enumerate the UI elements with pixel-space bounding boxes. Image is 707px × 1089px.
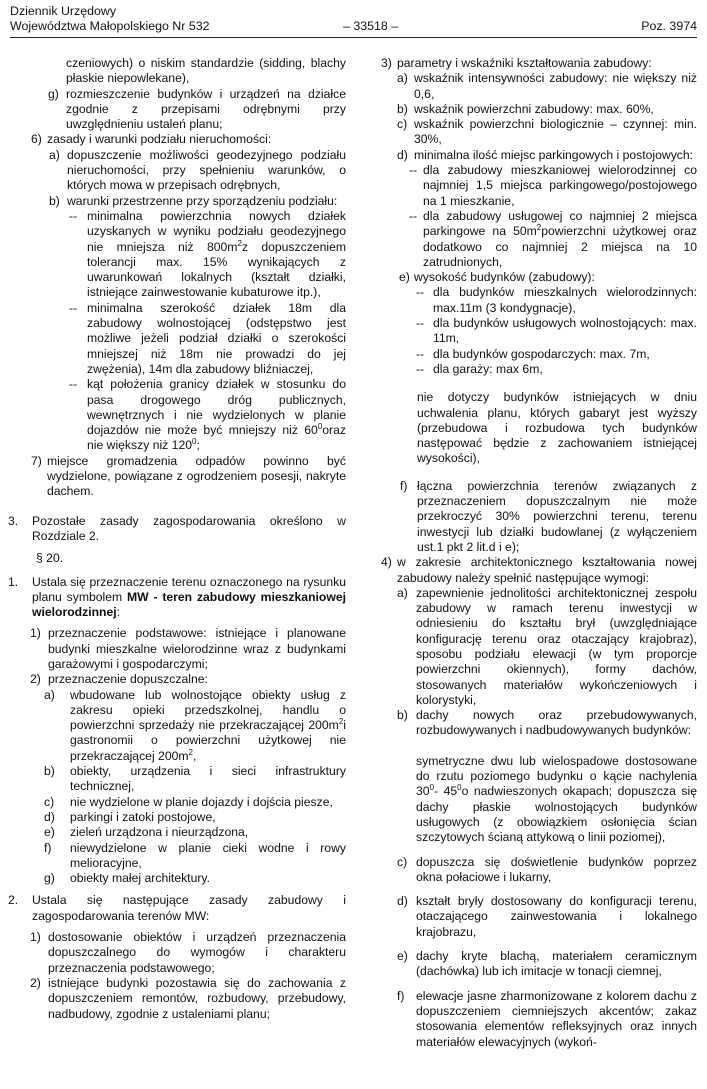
parking-residential — [381, 163, 697, 209]
point-6 — [8, 132, 346, 147]
item-text: Ustala się następujące zasady zabudowy i zagospodarowania terenów MW: — [32, 893, 346, 923]
dash-mark: -- — [409, 208, 418, 223]
item-label: c) — [44, 794, 55, 809]
item-label: 1) — [30, 930, 41, 945]
architecture-d — [381, 894, 697, 940]
dash-mark: -- — [416, 285, 425, 300]
dash-mark: -- — [416, 346, 425, 361]
item-text: dopuszczenie możliwości geodezyjnego podziału nieruchomości, przy spełnieniu warunków, o których mowa w przepisach odrębnych, — [67, 147, 346, 193]
item-label: a) — [44, 687, 55, 702]
item-text: dachy nowych oraz przebudowywanych, rozbudowywanych i nadbudowywanych budynków: — [416, 708, 697, 738]
paragraph-3 — [8, 514, 346, 545]
point-3d — [381, 148, 697, 163]
parking-services: -- dla zabudowy usługowej co najmniej 2 miejsca parkingowe na $50m^2powierzchni$ użytkowej oraz dodatkowo co najmniej 2 miejsca na 10 zatrudnionych, — [409, 208, 697, 269]
architecture-e — [381, 949, 697, 980]
height-exception-note: nie dotyczy budynków istniejących w dniu uchwalenia planu, których gabaryt jest wyższy (przebudowa i rozbudowa tych budynków następować będzie z zachowaniem istniejącej wysokości), — [417, 390, 697, 466]
item-label: e) — [399, 270, 410, 285]
item-label: 2) — [30, 672, 41, 687]
item-label: 4) — [381, 555, 392, 570]
dash-item-angle: -- kąt położenia granicy działek w stosunku do pasa drogowego dróg publicznych, wewnętrznych i nie wydzielonych w planie dojazdów nie może być mniejszy niż $60^0oraz$ nie większy niż $120^0$; — [69, 377, 346, 453]
architecture-a — [381, 586, 697, 708]
item-text: dachy kryte blachą, materiałem ceramicznym (dachówka) lub ich imitacje w tonacji ciemnej, — [416, 949, 697, 979]
item-text: dla budynków gospodarczych: max. 7m, — [433, 346, 650, 361]
point-6b — [8, 194, 346, 209]
item-text: zieleń urządzona i nieurządzona, — [70, 825, 249, 840]
item-f-continuation: czeniowych) o niskim standardzie (sidding, blachy płaskie niepowlekane), — [66, 56, 346, 86]
item-g — [8, 87, 346, 133]
item-label: b) — [397, 708, 408, 723]
point-3e — [381, 270, 697, 285]
item-text: wskaźnik intensywności zabudowy: nie większy niż 0,6, — [414, 71, 697, 101]
item-text: łączna powierzchnia terenów związanych z przeznaczeniem dopuszczalnym nie może przekroczyć 30% powierzchni terenu, terenu inwestycji lub działki budowlanej (z wyłączeniem ust.1 pkt 2 lit.d i e); — [417, 478, 697, 554]
item-text: parametry i wskaźniki kształtowania zabudowy: — [397, 56, 652, 70]
architecture-b — [381, 708, 697, 739]
permitted-c — [8, 795, 346, 810]
paragraph-1: 1. Ustala się przeznaczenie terenu oznaczonego na rysunku planu symbolem MW - teren zabudowy mieszkaniowej wielorodzinnej: — [8, 574, 346, 620]
rule-1 — [8, 930, 346, 976]
item-label: c) — [397, 854, 408, 869]
point-4 — [381, 555, 697, 586]
dash-mark: -- — [69, 208, 78, 223]
item-text: zasady i warunki podziału nieruchomości: — [47, 132, 272, 147]
item-label: f) — [44, 840, 52, 855]
item-text: Pozostałe zasady zagospodarowania określono w Rozdziale 2. — [32, 513, 346, 543]
item-label: a) — [397, 71, 408, 86]
item-text: parkingi i zatoki postojowe, — [70, 809, 216, 824]
journal-voivodeship-number: Województwa Małopolskiego Nr 532 — [10, 19, 210, 33]
item-text: minimalna szerokość działek 18m dla zabudowy wolnostojącej (odstępstwo jest możliwe jeżeli podział działki o szerokości mniejszej niż 18m nie prowadzi do jej zwężenia), 14m dla zabudowy bliźniaczej, — [87, 300, 346, 376]
right-column — [381, 42, 697, 1050]
item-text: obiekty małej architektury. — [70, 871, 210, 886]
item-text: minimalna ilość miejsc parkingowych i postojowych: — [414, 147, 694, 162]
dash-mark: -- — [409, 163, 418, 178]
item-text: warunki przestrzenne przy sporządzeniu podziału: — [67, 193, 338, 208]
dash-item-min-area: -- minimalna powierzchnia nowych działek uzyskanych w wyniku podziału geodezyjnego nie mniejsza niż $800m^2z$ dopuszczeniem tolerancji max. 15% wynikających z uwarunkowań lokalnych (kształt działki, istniejące zainwestowanie kubaturowe itp.), — [69, 208, 347, 300]
item-text: wysokość budynków (zabudowy): — [414, 270, 595, 285]
item-text: nie wydzielone w planie dojazdy i dojścia piesze, — [70, 794, 333, 809]
item-label: c) — [397, 117, 408, 132]
item-text: dla budynków usługowych wolnostojących: max. 11m, — [433, 316, 697, 346]
point-6a — [8, 148, 346, 194]
item-label: g) — [48, 86, 59, 101]
position-number: Poz. 3974 — [641, 19, 697, 33]
permitted-e — [8, 825, 346, 840]
journal-title: Dziennik Urzędowy — [10, 4, 117, 18]
item-label: 3. — [8, 513, 19, 528]
left-column — [8, 42, 346, 1022]
height-services — [381, 316, 697, 347]
permitted-f — [8, 841, 346, 872]
item-label: d) — [397, 147, 408, 162]
page-number: – 33518 – — [343, 19, 399, 33]
point-2-permitted-use — [8, 672, 346, 687]
section-heading: § 20. — [36, 551, 64, 566]
item-label: 1. — [8, 574, 19, 589]
item-label: 1) — [30, 626, 41, 641]
item-text: dla garaży: max 6m, — [433, 361, 543, 376]
item-text: elewacje jasne zharmonizowane z kolorem dachu z dopuszczeniem ciemniejszych akcentów; zakaz stosowania elementów refleksyjnych oraz innych materiałów elewacyjnych (wykoń- — [416, 988, 697, 1049]
architecture-c — [381, 855, 697, 886]
item-text: kształt bryły dostosowany do konfiguracji terenu, otaczającego zainwestowania i lokalnego krajobrazu, — [416, 894, 697, 939]
item-label: f) — [400, 478, 408, 493]
permitted-a: a) wbudowane lub wolnostojące obiekty usług z zakresu opieki przedszkolnej, handlu o powierzchni sprzedaży nie przekraczającej $200m^2i$ gastronomii o powierzchni użytkowej nie przekraczającej $200m^2$, — [44, 687, 346, 763]
item-text: niewydzielone w planie cieki wodne i rowy melioracyjne, — [70, 840, 346, 870]
item-label: 2. — [8, 893, 19, 908]
item-text: w zakresie architektonicznego kształtowania nowej zabudowy należy spełnić następujące wymogi: — [397, 555, 697, 585]
page-header — [10, 4, 697, 34]
item-text: dla zabudowy mieszkaniowej wielorodzinnej co najmniej 1,5 miejsca parkingowego/postojowego na 1 mieszkanie, — [423, 163, 697, 208]
item-text: istniejące budynki pozostawia się do zachowania z dopuszczeniem remontów, rozbudowy, przebudowy, nadbudowy, zgodnie z ustaleniami planu; — [48, 975, 346, 1021]
item-label: a) — [49, 147, 60, 162]
item-label: g) — [44, 871, 55, 886]
item-text: dostosowanie obiektów i urządzeń przeznaczenia dopuszczalnego do wymogów i charakteru przeznaczenia podstawowego; — [48, 930, 346, 975]
roof-specification: symetryczne dwu lub wielospadowe dostosowane do rzutu poziomego budynku o kącie nachylenia $30^0-$ $45^0o$ nadwieszonych okapach; dopuszcza się dachy płaskie wolnostojących budynków usługowych (z obowiązkiem osłonięcia ścian szczytowych ścianą attykową o linii poziomej), — [416, 753, 697, 845]
item-text: zapewnienie jednolitości architektonicznej zespołu zabudowy w ramach terenu inwestycji w odniesieniu do kształtu brył (uwzględniające konfigurację terenu oraz otaczający krajobraz), sposobu podziału elewacji (w tym proporcje powierzchni okiennych), formy dachów, stosowanych materiałów wykończeniowych i kolorystyki, — [416, 585, 697, 707]
item-text: wskaźnik powierzchni biologicznie – czynnej: min. 30%, — [414, 117, 697, 147]
item-label: 7) — [31, 453, 42, 468]
permitted-d — [8, 810, 346, 825]
item-text: obiekty, urządzenia i sieci infrastruktury technicznej, — [70, 764, 346, 794]
dash-item-min-width — [8, 301, 346, 377]
item-label: 3) — [381, 56, 392, 70]
permitted-g — [8, 871, 346, 886]
dash-mark: -- — [69, 377, 78, 392]
item-text: przeznaczenie podstawowe: istniejące i planowane budynki mieszkalne wielorodzinne wraz z budynkami garażowymi i gospodarczymi; — [48, 626, 346, 671]
header-line2 — [10, 19, 697, 34]
point-3a — [381, 71, 697, 102]
point-3f — [381, 479, 697, 555]
item-label: e) — [397, 949, 408, 964]
item-text: dopuszcza się doświetlenie budynków poprzez okna połaciowe i lukarny, — [416, 854, 697, 884]
item-label: e) — [44, 825, 55, 840]
height-residential — [381, 285, 697, 316]
item-text: wskaźnik powierzchni zabudowy: max. 60%, — [414, 101, 654, 116]
item-label: d) — [44, 809, 55, 824]
item-label: a) — [397, 585, 408, 600]
permitted-b — [8, 764, 346, 795]
dash-mark: -- — [416, 361, 425, 376]
point-3c — [381, 117, 697, 148]
item-label: b) — [44, 764, 55, 779]
item-label: b) — [397, 101, 408, 116]
header-rule — [10, 37, 697, 38]
point-3 — [381, 56, 697, 71]
dash-mark: -- — [69, 300, 78, 315]
point-1-primary-use — [8, 626, 346, 672]
item-label: d) — [397, 894, 408, 909]
item-text: przeznaczenie dopuszczalne: — [48, 672, 208, 687]
rule-2 — [8, 976, 346, 1022]
height-garages — [381, 362, 697, 377]
item-label: 6) — [31, 132, 42, 147]
item-label: 2) — [30, 975, 41, 990]
item-label: b) — [49, 193, 60, 208]
item-text: miejsce gromadzenia odpadów powinno być wydzielone, powiązane z ogrodzeniem posesji, nakryte dachem. — [47, 453, 346, 499]
mw-zone-name: MW - teren zabudowy mieszkaniowej wielorodzinnej — [32, 589, 346, 620]
item-text: dla budynków mieszkalnych wielorodzinnych: max.11m (3 kondygnacje), — [433, 285, 697, 315]
item-label: f) — [397, 988, 405, 1003]
point-3b — [381, 102, 697, 117]
architecture-f — [381, 989, 697, 1050]
height-outbuildings — [381, 347, 697, 362]
paragraph-2 — [8, 893, 346, 924]
point-7 — [8, 454, 346, 500]
dash-mark: -- — [416, 316, 425, 331]
item-text: rozmieszczenie budynków i urządzeń na działce zgodnie z przepisami odrębnymi przy uwzględnieniu ustaleń planu; — [66, 86, 346, 132]
